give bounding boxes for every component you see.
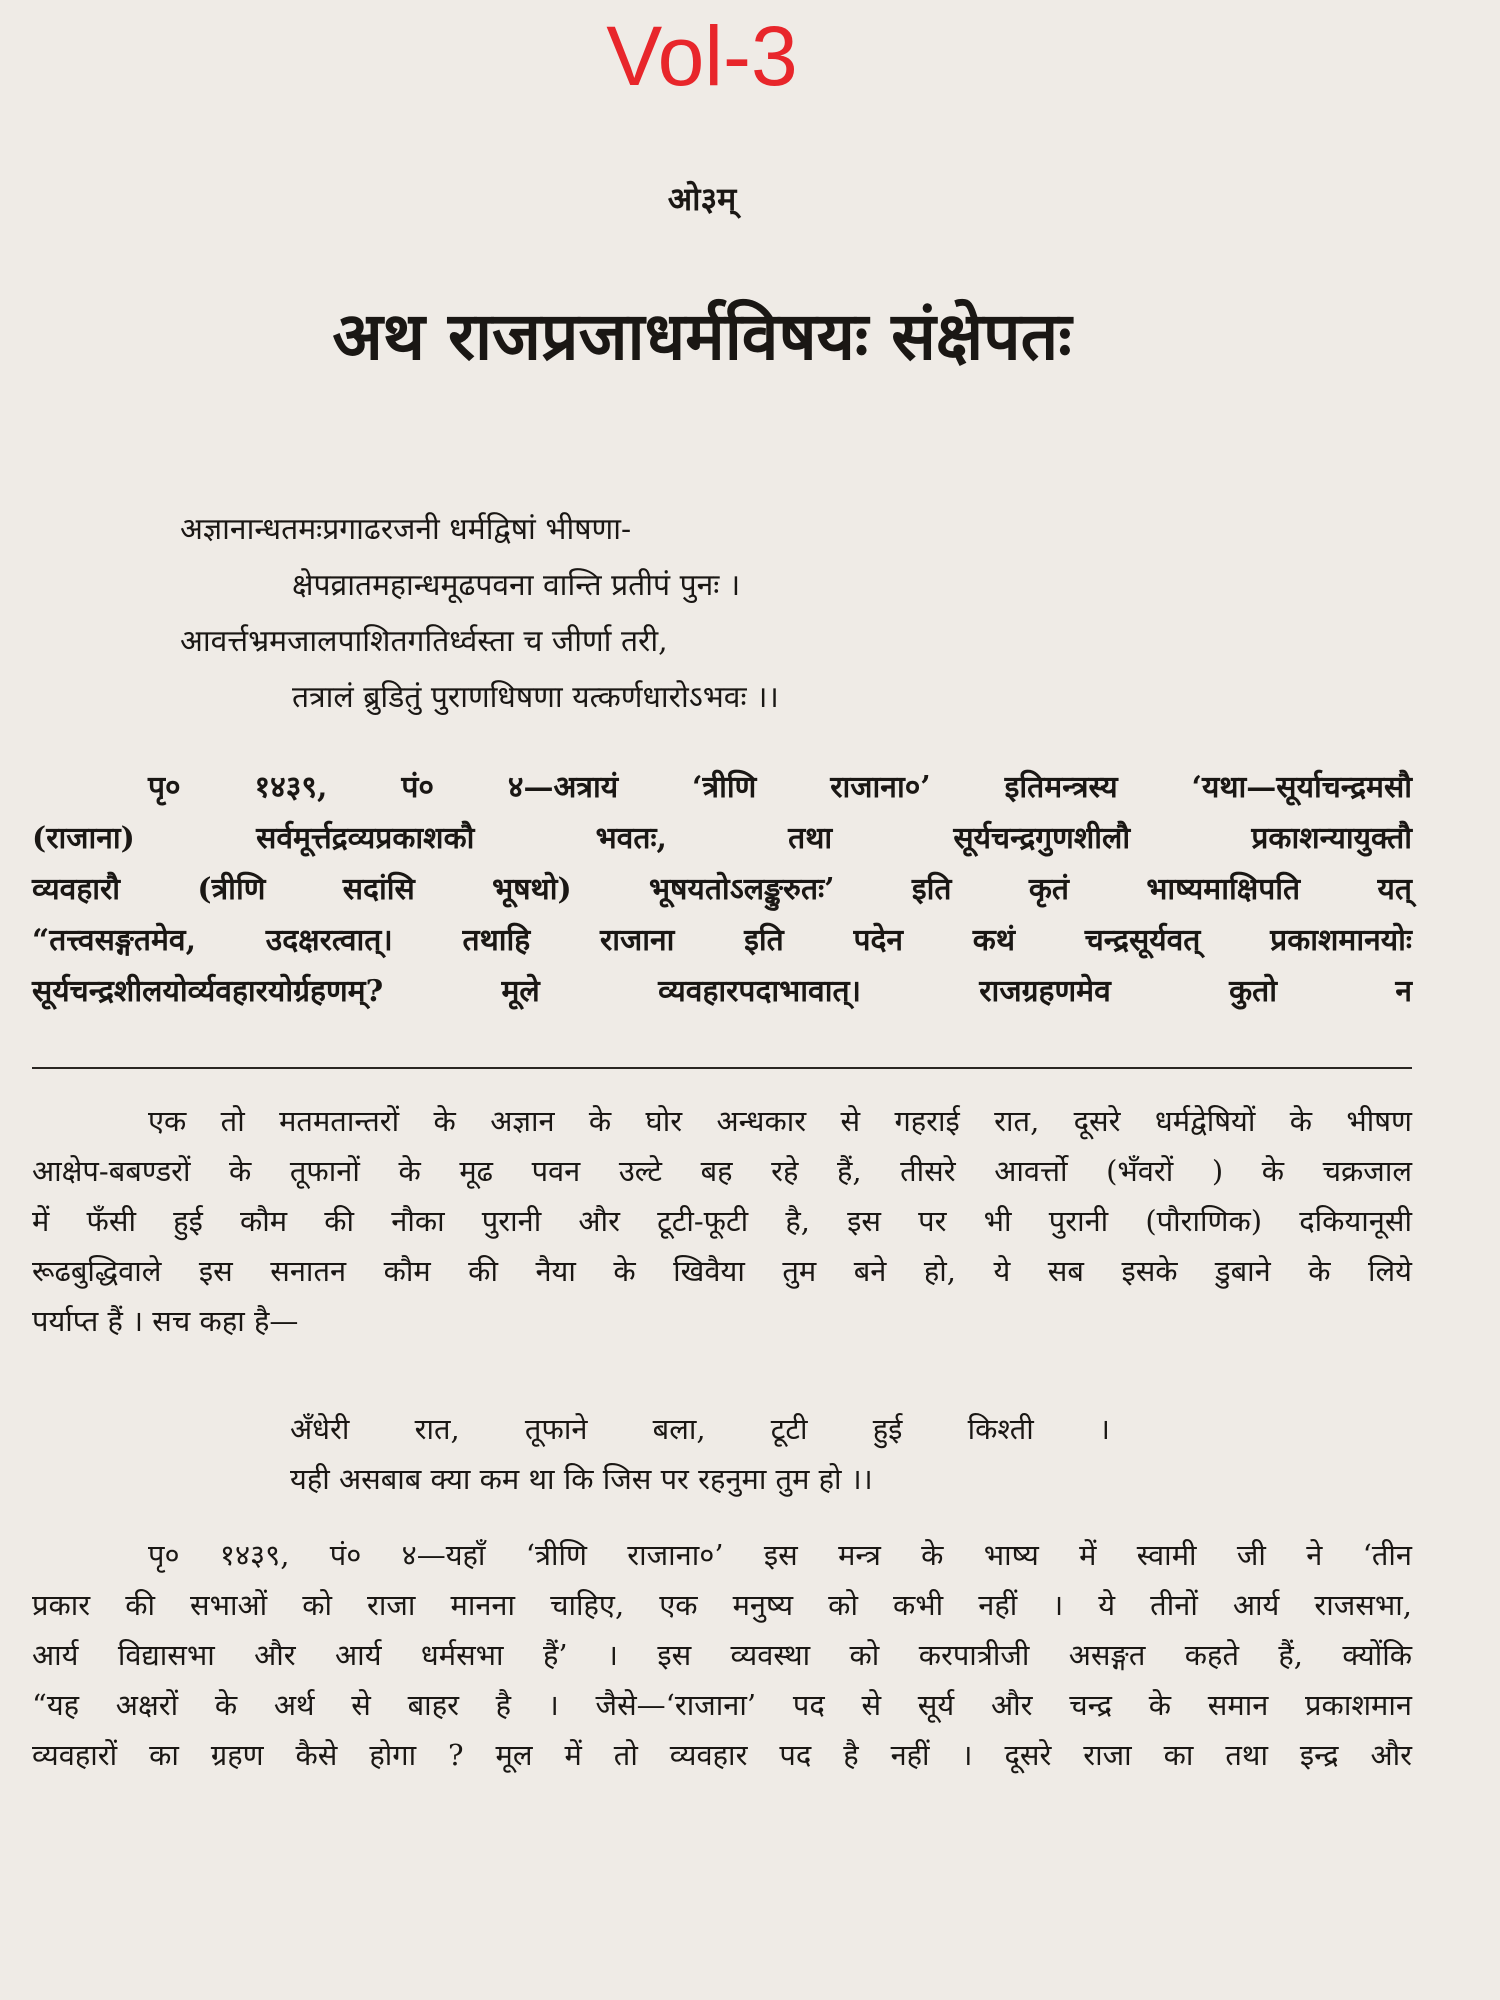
hindi-paragraph-2 <box>32 1530 1412 1780</box>
text-line: रूढबुद्धिवाले इस सनातन कौम की नैया के खिवैया तुम बने हो, ये सब इसके डुबाने के लिये <box>32 1254 1412 1288</box>
text-line: व्यवहारों का ग्रहण कैसे होगा ? मूल में तो व्यवहार पद है नहीं । दूसरे राजा का तथा इन्द्र और <box>32 1738 1412 1772</box>
verse-line: आवर्त्तभ्रमजालपाशितगतिर्ध्वस्ता च जीर्णा तरी, <box>180 624 668 659</box>
text-line: आर्य विद्यासभा और आर्य धर्मसभा हैं’ । इस व्यवस्था को करपात्रीजी असङ्गत कहते हैं, क्योंकि <box>32 1638 1412 1672</box>
text-line: एक तो मतमतान्तरों के अज्ञान के घोर अन्धकार से गहराई रात, दूसरे धर्मद्वेषियों के भीषण <box>148 1104 1412 1138</box>
text-line: में फँसी हुई कौम की नौका पुरानी और टूटी-फूटी है, इस पर भी पुरानी (पौराणिक) दकियानूसी <box>32 1204 1412 1238</box>
couplet <box>290 1404 1110 1504</box>
text-line: प्रकार की सभाओं को राजा मानना चाहिए, एक मनुष्य को कभी नहीं । ये तीनों आर्य राजसभा, <box>32 1588 1412 1622</box>
text-line: सूर्यचन्द्रशीलयोर्व्यवहारयोर्ग्रहणम्? मूले व्यवहारपदाभावात्। राजग्रहणमेव कुतो न <box>32 974 1412 1009</box>
chapter-title: अथ राजप्रजाधर्मविषयः संक्षेपतः <box>332 297 1072 375</box>
hindi-paragraph-1 <box>32 1096 1412 1346</box>
section-divider <box>32 1067 1412 1069</box>
couplet-line: अँधेरी रात, तूफाने बला, टूटी हुई किश्ती । <box>290 1412 1110 1446</box>
sanskrit-passage <box>32 762 1412 1017</box>
text-line: “यह अक्षरों के अर्थ से बाहर है । जैसे—‘राजाना’ पद से सूर्य और चन्द्र के समान प्रकाशमान <box>32 1688 1412 1722</box>
text-line: “तत्त्वसङ्गतमेव, उदक्षरत्वात्। तथाहि राजाना इति पदेन कथं चन्द्रसूर्यवत् प्रकाशमानयोः <box>32 923 1412 958</box>
text-line: (राजाना) सर्वमूर्त्तद्रव्यप्रकाशकौ भवतः, तथा सूर्यचन्द्रगुणशीलौ प्रकाशन्यायुक्तौ <box>32 821 1412 856</box>
verse-line: क्षेपव्रातमहान्धमूढपवना वान्ति प्रतीपं पुनः । <box>292 568 741 603</box>
text-line: व्यवहारौ (त्रीणि सदांसि भूषथो) भूषयतोऽलङ्कुरुतः’ इति कृतं भाष्यमाक्षिपति यत् <box>32 872 1412 907</box>
text-line: पर्याप्त हैं । सच कहा है— <box>32 1304 299 1338</box>
text-line: आक्षेप-बबण्डरों के तूफानों के मूढ पवन उल्टे बह रहे हैं, तीसरे आवर्त्तो (भँवरों ) के चक्रजाल <box>32 1154 1412 1188</box>
invocation-heading: ओ३म् <box>667 180 737 218</box>
text-line: पृ० १४३९, पं० ४—अत्रायं ‘त्रीणि राजाना०’ इतिमन्त्रस्य ‘यथा—सूर्याचन्द्रमसौ <box>148 770 1412 805</box>
volume-label: Vol-3 <box>606 9 798 103</box>
couplet-line: यही असबाब क्या कम था कि जिस पर रहनुमा तुम हो ।। <box>290 1462 873 1496</box>
verse-line: अज्ञानान्धतमःप्रगाढरजनी धर्मद्विषां भीषणा- <box>180 512 632 547</box>
verse-line: तत्रालं ब्रुडितुं पुराणधिषणा यत्कर्णधारोऽभवः ।। <box>292 680 779 715</box>
opening-verse <box>180 502 1300 726</box>
text-line: पृ० १४३९, पं० ४—यहाँ ‘त्रीणि राजाना०’ इस मन्त्र के भाष्य में स्वामी जी ने ‘तीन <box>148 1538 1412 1572</box>
